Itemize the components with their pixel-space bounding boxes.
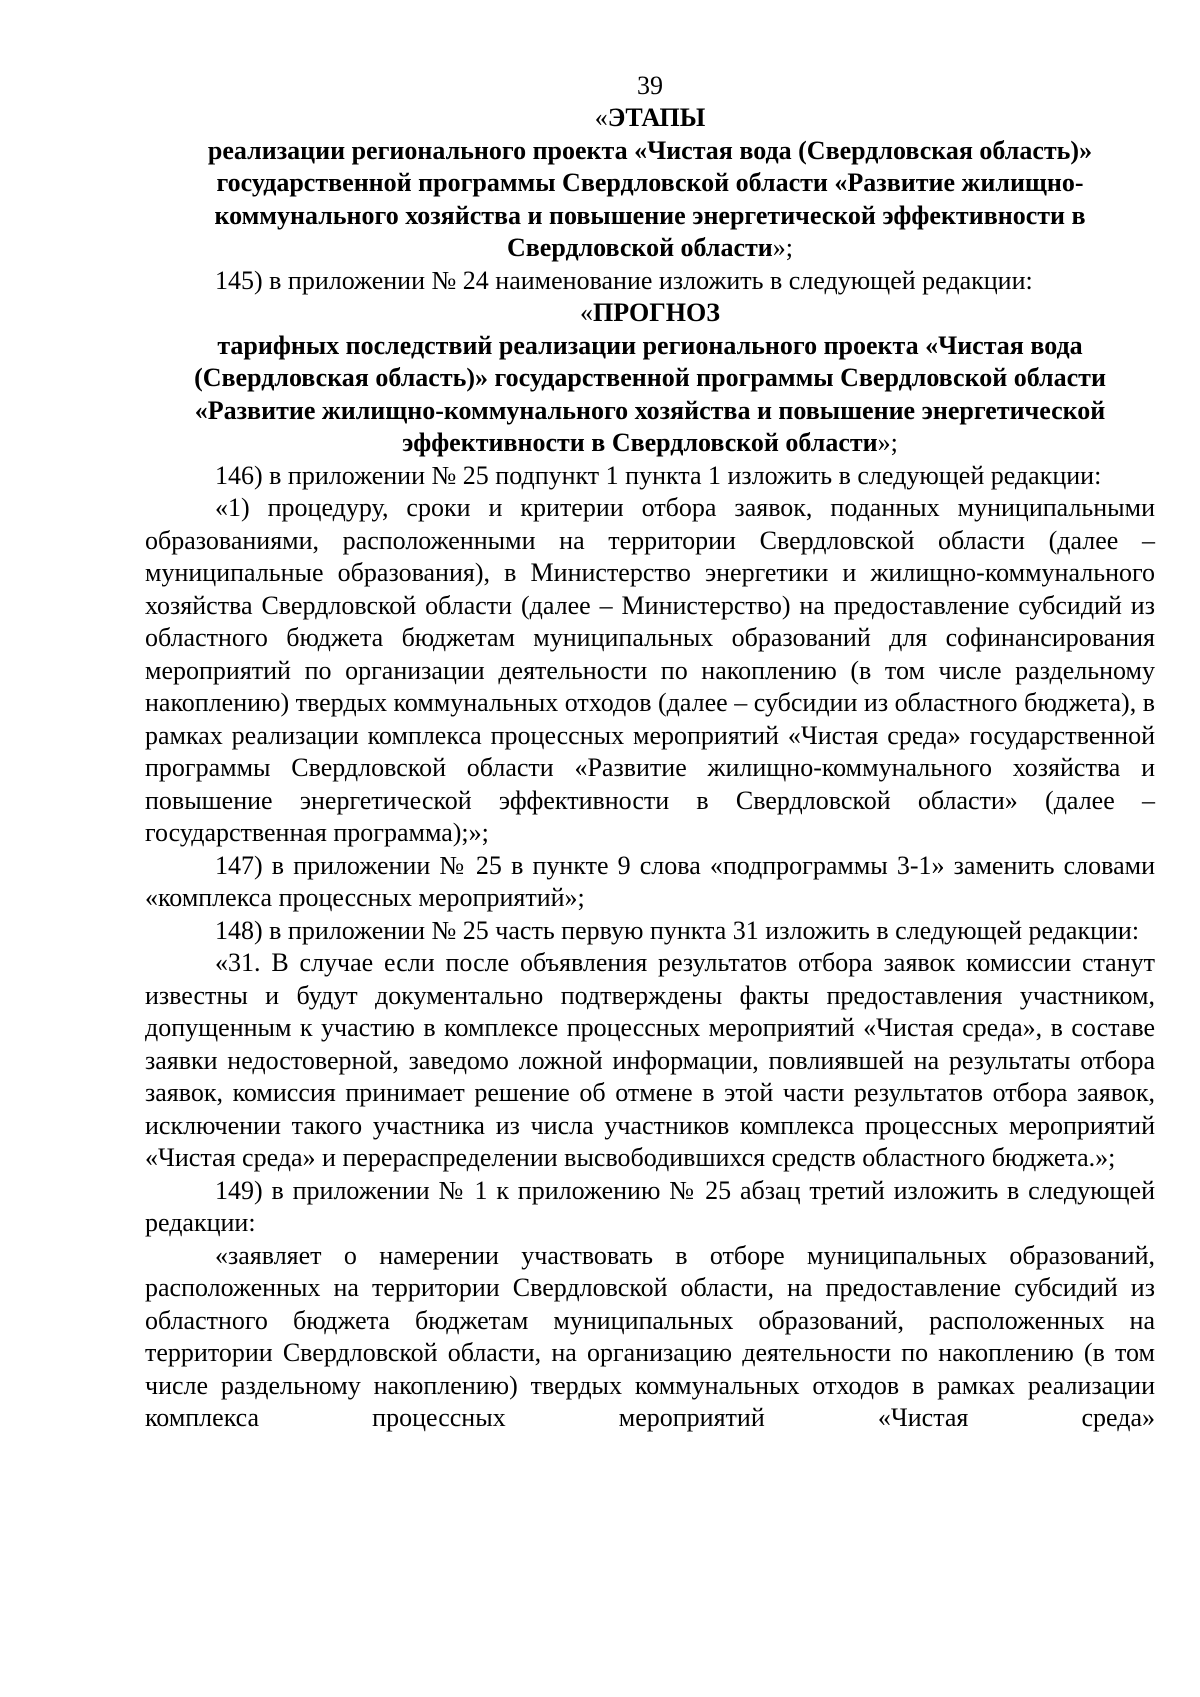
- heading-stages: [145, 102, 1155, 265]
- heading-forecast-close: »;: [877, 428, 898, 457]
- heading-forecast-open-quote: «: [580, 298, 594, 327]
- document-page: [145, 70, 1155, 1435]
- item-146: 146) в приложении № 25 подпункт 1 пункта 1 изложить в следующей редакции:: [215, 460, 1102, 490]
- heading-forecast-title: ПРОГНОЗ: [593, 298, 720, 327]
- item-149: 149) в приложении № 1 к приложению № 25 абзац третий изложить в следующей редакции:: [145, 1175, 1155, 1237]
- heading-forecast: [145, 297, 1155, 460]
- heading-forecast-body: тарифных последствий реализации регионального проекта «Чистая вода (Свердловская область)» государственной программы Свердловской области «Развитие жилищно-коммунального хозяйства и повышение энергетической эффективности в Свердловской области: [194, 330, 1106, 457]
- item-149-text: «заявляет о намерении участвовать в отборе муниципальных образований, расположенных на территории Свердловской области, на предоставление субсидий из областного бюджета бюджетам муниципальных образований, расположенных на территории Свердловской области, на организацию деятельности по накоплению (в том числе раздельному накоплению) твердых коммунальных отходов в рамках реализации комплекса процессных мероприятий «Чистая среда»: [145, 1240, 1155, 1432]
- item-148-text: «31. В случае если после объявления результатов отбора заявок комиссии станут известны и будут документально подтверждены факты предоставления участником, допущенным к участию в комплексе процессных мероприятий «Чистая среда», в составе заявки недостоверной, заведомо ложной информации, повлиявшей на результаты отбора заявок, комиссия принимает решение об отмене в этой части результатов отбора заявок, исключении такого участника из числа участников комплекса процессных мероприятий «Чистая среда» и перераспределении высвободившихся средств областного бюджета.»;: [145, 948, 1155, 1172]
- heading-stages-body: реализации регионального проекта «Чистая вода (Свердловская область)» государственной программы Свердловской области «Развитие жилищно-коммунального хозяйства и повышение энергетической эффективности в Свердловской области: [207, 135, 1093, 262]
- item-147: 147) в приложении № 25 в пункте 9 слова «подпрограммы 3-1» заменить словами «комплекса процессных мероприятий»;: [145, 850, 1155, 912]
- page-number: 39: [637, 71, 663, 100]
- item-146-text: «1) процедуру, сроки и критерии отбора заявок, поданных муниципальными образованиями, расположенными на территории Свердловской области (далее – муниципальные образования), в Министерство энергетики и жилищно-коммунального хозяйства Свердловской области (далее – Министерство) на предоставление субсидий из областного бюджета бюджетам муниципальных образований для софинансирования мероприятий по организации деятельности по накоплению (в том числе раздельному накоплению) твердых коммунальных отходов (далее – субсидии из областного бюджета), в рамках реализации комплекса процессных мероприятий «Чистая среда» государственной программы Свердловской области «Развитие жилищно-коммунального хозяйства и повышение энергетической эффективности в Свердловской области» (далее – государственная программа);»;: [145, 493, 1155, 847]
- heading-stages-close: »;: [772, 233, 794, 262]
- heading-stages-open-quote: «: [594, 103, 608, 132]
- heading-stages-title: ЭТАПЫ: [607, 103, 706, 132]
- item-148: 148) в приложении № 25 часть первую пункта 31 изложить в следующей редакции:: [215, 915, 1140, 945]
- item-145: 145) в приложении № 24 наименование изложить в следующей редакции:: [215, 265, 1033, 295]
